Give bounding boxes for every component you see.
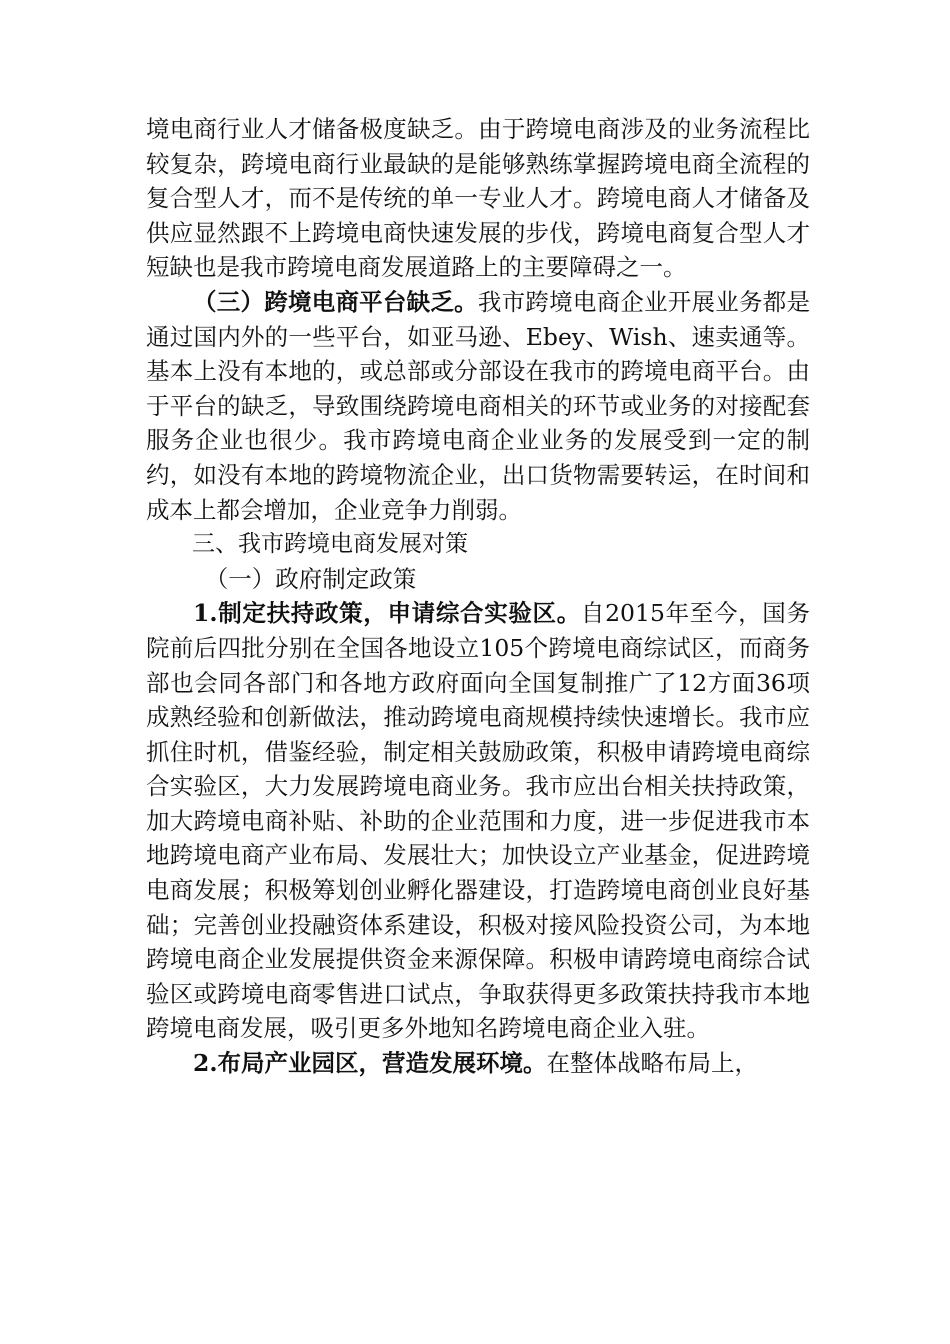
paragraph-support-policy: [146, 596, 810, 1046]
paragraph-platform-shortage: [146, 285, 810, 527]
document-page: [146, 112, 810, 1081]
paragraph-body: 在整体战略布局上，: [546, 1049, 759, 1078]
paragraph-body: 自2015年至今，国务院前后四批分别在全国各地设立105个跨境电商综试区，而商务部也会同各部门和各地方政府面向全国复制推广了12方面36项成熟经验和创新做法，推动跨境电商规模持续快速增长。我市应抓住时机，借鉴经验，制定相关鼓励政策，积极申请跨境电商综合实验区，大力发展跨境电商业务。我市应出台相关扶持政策，加大跨境电商补贴、补助的企业范围和力度，进一步促进我市本地跨境电商产业布局、发展壮大；加快设立产业基金，促进跨境电商发展；积极筹划创业孵化器建设，打造跨境电商创业良好基础；完善创业投融资体系建设，积极对接风险投资公司，为本地跨境电商企业发展提供资金来源保障。积极申请跨境电商综合试验区或跨境电商零售进口试点，争取获得更多政策扶持我市本地跨境电商发展，吸引更多外地知名跨境电商企业入驻。: [146, 599, 810, 1043]
paragraph-lead: 2.布局产业园区，营造发展环境。: [193, 1049, 547, 1078]
paragraph-lead: 1.制定扶持政策，申请综合实验区。: [193, 599, 581, 628]
section-heading: 三、我市跨境电商发展对策: [192, 531, 468, 558]
subsection-heading: （一）政府制定政策: [204, 564, 417, 593]
paragraph-talent-shortage: 境电商行业人才储备极度缺乏。由于跨境电商涉及的业务流程比较复杂，跨境电商行业最缺的是能够熟练掌握跨境电商全流程的复合型人才，而不是传统的单一专业人才。跨境电商人才储备及供应显然跟不上跨境电商快速发展的步伐，跨境电商复合型人才短缺也是我市跨境电商发展道路上的主要障碍之一。: [146, 115, 810, 282]
paragraph-industrial-park: [146, 1046, 810, 1081]
paragraph-lead: （三）跨境电商平台缺乏。: [193, 287, 478, 316]
paragraph-body: 我市跨境电商企业开展业务都是通过国内外的一些平台，如亚马逊、Ebey、Wish、速卖通等。基本上没有本地的，或总部或分部设在我市的跨境电商平台。由于平台的缺乏，导致围绕跨境电商相关的环节或业务的对接配套服务企业也很少。我市跨境电商企业业务的发展受到一定的制约，如没有本地的跨境物流企业，出口货物需要转运，在时间和成本上都会增加，企业竞争力削弱。: [146, 287, 811, 524]
